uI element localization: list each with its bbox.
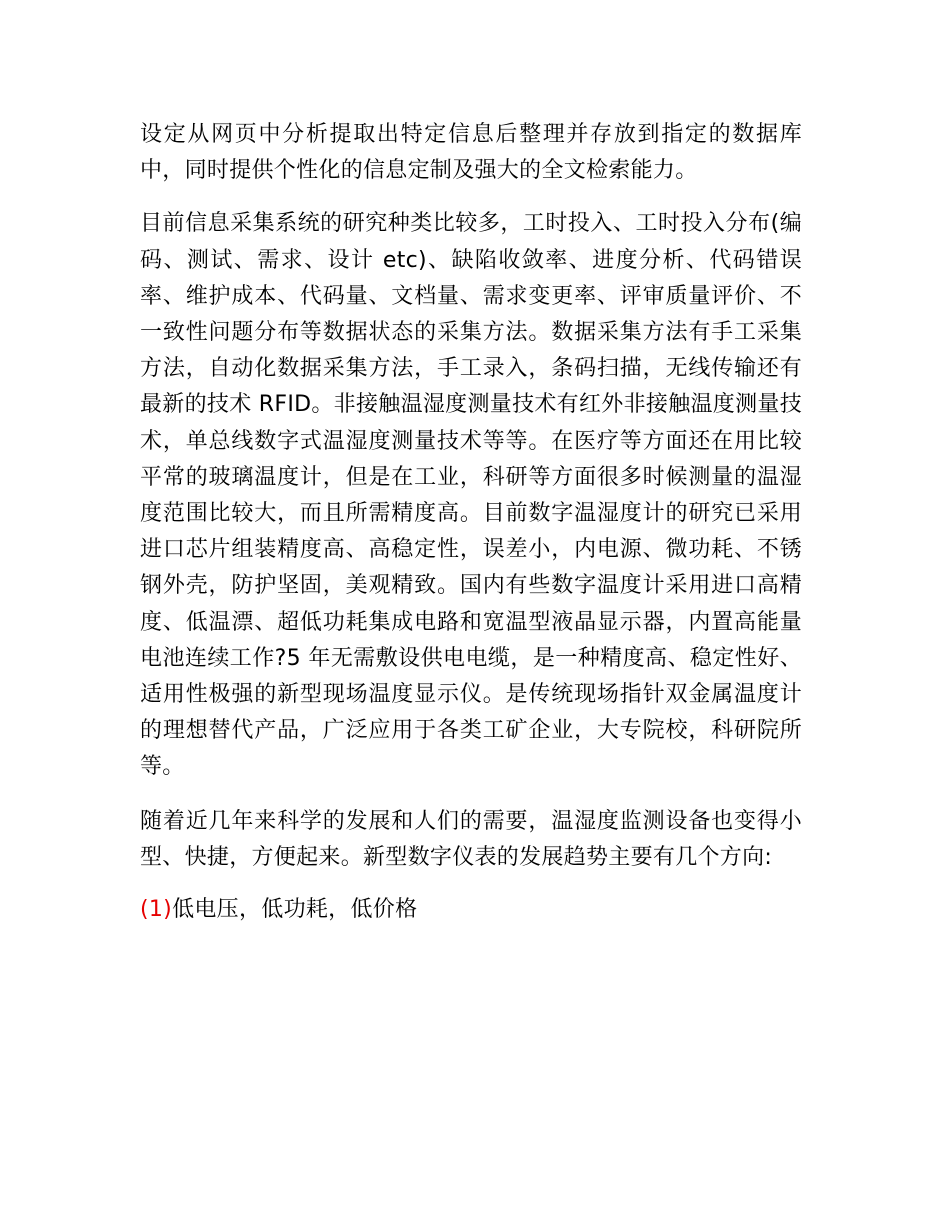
paragraph-trends: 随着近几年来科学的发展和人们的需要，温湿度监测设备也变得小型、快捷，方便起来。新型数字仪表的发展趋势主要有几个方向:: [140, 808, 802, 870]
list-marker: (1): [140, 897, 173, 923]
paragraph-collection-methods: 目前信息采集系统的研究种类比较多，工时投入、工时投入分布(编码、测试、需求、设计 etc)、缺陷收敛率、进度分析、代码错误率、维护成本、代码量、文档量、需求变更率、评审质量评价、不一致性问题分布等数据状态的采集方法。数据采集方法有手工采集方法，自动化数据采集方法，手工录入，条码扫描，无线传输还有最新的技术 RFID。非接触温湿度测量技术有红外非接触温度测量技术，单总线数字式温湿度测量技术等等。在医疗等方面还在用比较平常的玻璃温度计，但是在工业，科研等方面很多时候测量的温湿度范围比较大，而且所需精度高。目前数字温湿度计的研究已采用进口芯片组装精度高、高稳定性，误差小，内电源、微功耗、不锈钢外壳，防护坚固，美观精致。国内有些数字温度计采用进口高精度、低温漂、超低功耗集成电路和宽温型液晶显示器，内置高能量电池连续工作?5 年无需敷设供电电缆，是一种精度高、稳定性好、适用性极强的新型现场温度显示仪。是传统现场指针双金属温度计的理想替代产品，广泛应用于各类工矿企业，大专院校，科研院所等。: [140, 211, 802, 780]
paragraph-intro: 设定从网页中分析提取出特定信息后整理并存放到指定的数据库中，同时提供个性化的信息定制及强大的全文检索能力。: [140, 122, 802, 184]
list-item-text: 低电压，低功耗，低价格: [172, 897, 418, 923]
list-item: [140, 892, 802, 928]
document-body: [140, 117, 802, 944]
